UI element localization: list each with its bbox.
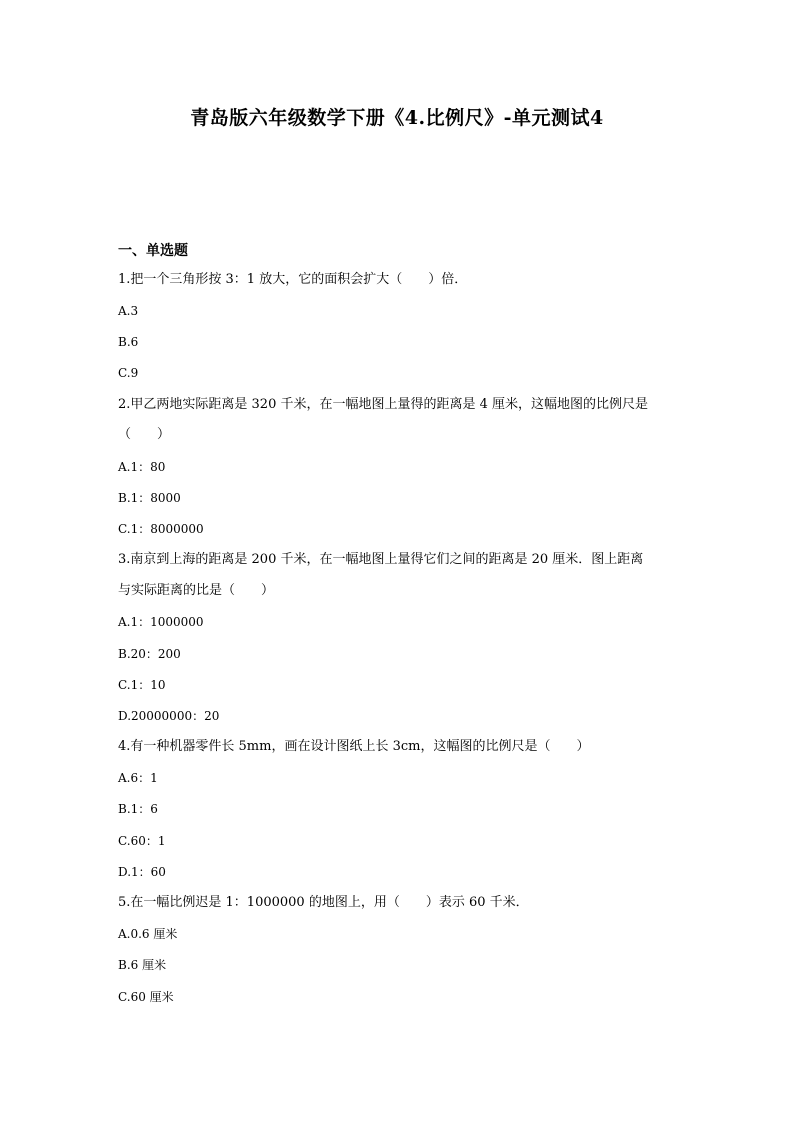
section-heading: 一、单选题 [118,243,188,259]
question-2-stem-cont: （ ） [118,427,171,442]
question-3-option-a: A.1：1000000 [118,615,204,629]
question-4-option-c: C.60：1 [118,834,166,848]
question-3-option-b: B.20：200 [118,647,181,661]
question-1-stem: 1.把一个三角形按 3：1 放大，它的面积会扩大（ ）倍． [118,272,468,287]
question-1-option-a: A.3 [118,304,139,318]
document-title: 青岛版六年级数学下册《4.比例尺》-单元测试4 [190,107,604,129]
question-3-option-d: D.20000000：20 [118,709,220,723]
question-3-stem-cont: 与实际距离的比是（ ） [118,583,275,598]
question-5-option-a: A.0.6 厘米 [118,927,178,941]
question-4-stem: 4.有一种机器零件长 5mm，画在设计图纸上长 3cm，这幅图的比例尺是（ ） [118,739,590,754]
question-2-option-c: C.1：8000000 [118,522,204,536]
question-1-option-c: C.9 [118,366,139,380]
question-3-option-c: C.1：10 [118,678,166,692]
question-2-stem: 2.甲乙两地实际距离是 320 千米，在一幅地图上量得的距离是 4 厘米，这幅地图的比例尺是 [118,397,649,412]
question-4-option-d: D.1：60 [118,865,166,879]
question-4-option-a: A.6：1 [118,771,158,785]
question-2-option-b: B.1：8000 [118,491,181,505]
question-5-stem: 5.在一幅比例迟是 1：1000000 的地图上，用（ ）表示 60 千米． [118,895,529,910]
question-5-option-c: C.60 厘米 [118,990,174,1004]
question-5-option-b: B.6 厘米 [118,958,167,972]
question-4-option-b: B.1：6 [118,802,158,816]
question-2-option-a: A.1：80 [118,460,166,474]
question-1-option-b: B.6 [118,335,139,349]
question-3-stem: 3.南京到上海的距离是 200 千米，在一幅地图上量得它们之间的距离是 20 厘米．图上距离 [118,552,644,567]
